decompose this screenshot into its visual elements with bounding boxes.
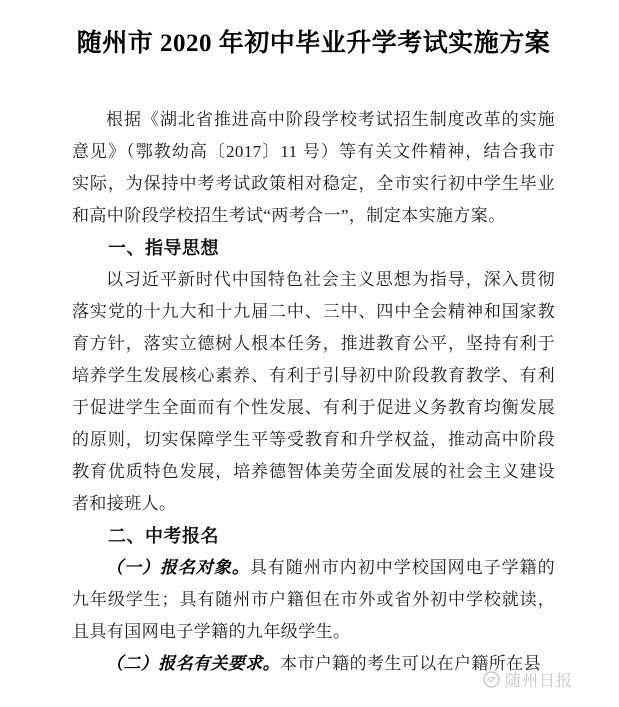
suizhou-daily-logo-icon	[483, 671, 500, 688]
watermark-label: 随州日报	[504, 673, 573, 690]
document-title: 随州市 2020 年初中毕业升学考试实施方案	[76, 30, 551, 57]
registration-requirements-label: （二）报名有关要求。	[106, 654, 280, 673]
registration-target-text: 具有随州市内初中学校国网电子学籍的九年级学生；具有随州市户籍但在市外或省外初中学校就读，且具有国网电子学籍的九年级学生。	[72, 558, 555, 641]
section-heading-exam-registration: 二、中考报名	[108, 526, 219, 546]
registration-target-paragraph	[72, 552, 555, 648]
registration-requirements-text: 本市户籍的考生可以在户籍所在县	[280, 654, 541, 673]
guiding-ideology-paragraph: 以习近平新时代中国特色社会主义思想为指导，深入贯彻落实党的十九大和十九届二中、三中、四中全会精神和国家教育方针，落实立德树人根本任务，推进教育公平，坚持有利于培养学生发展核心素养、有利于引导初中阶段教育教学、有利于促进学生全面而有个性发展、有利于促进义务教育均衡发展的原则，切实保障学生平等受教育和升学权益，推动高中阶段教育优质特色发展，培养德智体美劳全面发展的社会主义建设者和接班人。	[72, 270, 555, 513]
intro-paragraph: 根据《湖北省推进高中阶段学校考试招生制度改革的实施意见》（鄂教幼高〔2017〕11 号）等有关文件精神，结合我市实际，为保持中考考试政策相对稳定，全市实行初中学生毕业和高中阶段学校招生考试“两考合一”，制定本实施方案。	[72, 110, 555, 225]
section-heading-guiding-ideology: 一、指导思想	[108, 238, 219, 258]
watermark	[483, 668, 573, 691]
registration-target-label: （一）报名对象。	[106, 558, 250, 577]
